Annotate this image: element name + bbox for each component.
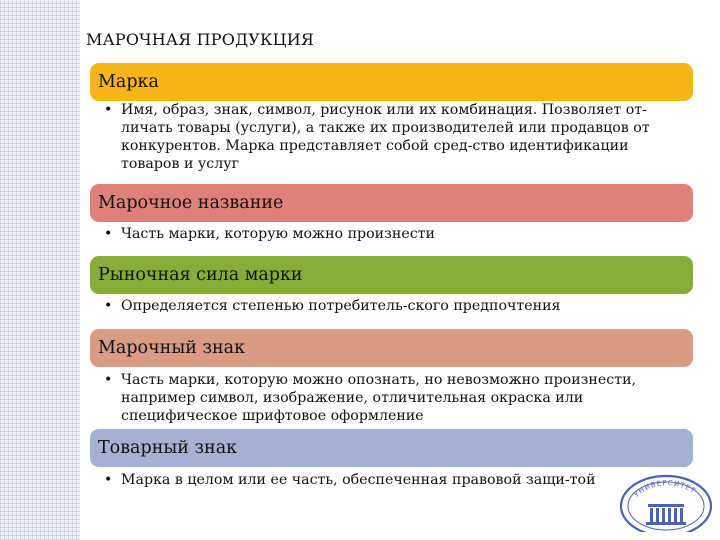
list-item [104, 471, 684, 489]
section-heading: Товарный знак [98, 438, 238, 458]
section-heading: Марочный знак [98, 338, 246, 358]
university-emblem-icon [616, 466, 716, 532]
section-description: Часть марки, которую можно опознать, но невозможно произнести, например символ, изображение, отличительная окраска или специфическое шрифтовое оформление [121, 372, 637, 424]
list-item [104, 101, 684, 173]
section-description: Определяется степенью потребитель-ского предпочтения [121, 298, 561, 314]
section-header-trademark [90, 429, 693, 467]
list-item [104, 371, 684, 425]
bullet-icon: • [104, 102, 113, 118]
section-description: Часть марки, которую можно произнести [121, 226, 435, 242]
svg-text:УНИВЕРСИТЕТ [632, 479, 697, 499]
section-description: Имя, образ, знак, символ, рисунок или их комбинация. Позволяет от-личать товары (услуги), а также их производителей или продавцов от конкурентов. Марка представляет собой сред-ство идентификации товаров и услуг [121, 102, 650, 172]
section-heading: Марочное название [98, 193, 284, 213]
page-title: МАРОЧНАЯ ПРОДУКЦИЯ [86, 30, 315, 49]
list-item [104, 297, 684, 315]
side-decorative-pattern [0, 0, 80, 540]
section-description-list [104, 297, 684, 315]
bullet-icon: • [104, 372, 113, 388]
bullet-icon: • [104, 298, 113, 314]
section-description-list [104, 225, 684, 243]
list-item [104, 225, 684, 243]
section-description: Марка в целом или ее часть, обеспеченная правовой защи-той [121, 472, 596, 488]
section-description-list [104, 471, 684, 489]
bullet-icon: • [104, 472, 113, 488]
emblem-ring-text: УНИВЕРСИТЕТ [632, 479, 698, 499]
section-header-brand-name [90, 184, 693, 222]
section-header-brand-mark [90, 329, 693, 367]
section-header-brand [90, 63, 693, 101]
section-heading: Марка [98, 72, 159, 92]
section-heading: Рыночная сила марки [98, 265, 303, 285]
bullet-icon: • [104, 226, 113, 242]
section-header-brand-market-power [90, 256, 693, 294]
section-description-list [104, 371, 684, 425]
section-description-list [104, 101, 684, 173]
